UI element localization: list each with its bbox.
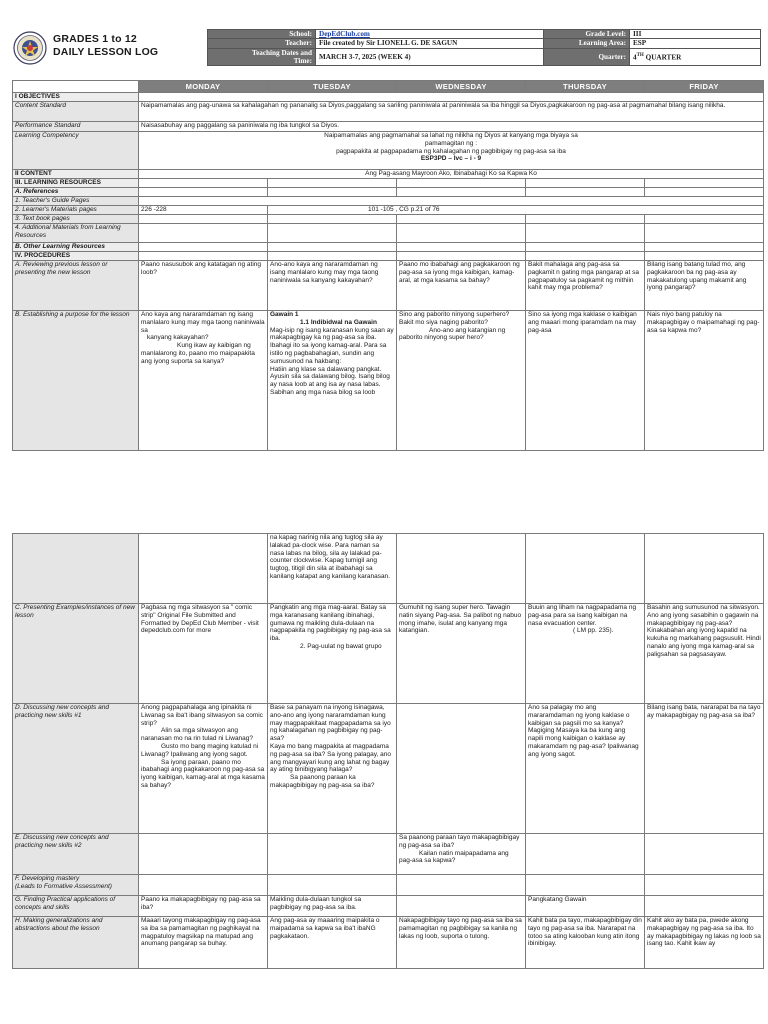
procedure-e-label: E. Discussing new concepts and practicing new skills #2 [13,834,139,875]
procedure-d-thursday: Ano sa palagay mo ang mararamdaman ng iyong kaklase o kaibigan sa pagsili mo sa kanya? Magiging Masaya ka ba kung ang napili mong kaibigan o kaklase ay makaramdam ng pag-asa? Ipaliwanag ang iyong sagot. [526,704,645,834]
procedure-d-monday: Anong pagpapahalaga ang ipinakita ni Liwanag sa iba't ibang sitwasyon sa comic strip? Alin sa mga sitwasyon ang naranasan mo na rin tulad ni Liwanag? Gusto mo bang maging katulad ni Liwanag? Ipaliwang ang iyong sagot. Sa iyong paraan, paano mo ibabahagi ang pagkakaroon ng pag-asa sa iyong kaibigan, kamag-aral at mga kasama sa bahay? [139,704,268,834]
dates-value: MARCH 3-7, 2025 (WEEK 4) [316,48,544,65]
objectives-label: I OBJECTIVES [13,93,139,102]
procedure-c-friday: Basahin ang sumusunod na sitwasyon. Ano ang iyong sasabihin o gagawin na makapagbibigay ng pag-asa? Kinakabahan ang iyong kapatid na kukuha ng markahang pagsusulit. Hindi nanalo ang iyong mga kamag-aral sa paligsahan sa pagsasayaw. [645,604,764,704]
procedure-g-monday: Paano ka makapagbibigay ng pag-asa sa iba? [139,896,268,917]
procedure-g-tuesday: Maikling dula-dulaan tungkol sa pagbibigay ng pag-asa sa iba. [268,896,397,917]
deped-seal-logo [13,31,47,65]
procedure-b-tuesday-continued: na kapag narinig nila ang tugtog sila ay lalakad pa-clock wise. Para naman sa nasa labas na bilog, sila ay lalakad pa-counter clockwise. Kapag tumigil ang tugtog, titigil din sila at ibabahagi sa kanilang katapat ang kanilang karanasan. [268,534,397,604]
procedure-a-thursday: Bakit mahalaga ang pag-asa sa pagkamit n gating mga pangarap at sa pagpapatuloy sa pagkamit ng mithiin kahit may mga problema? [526,261,645,311]
procedure-a-monday: Paano nasusubok ang katatagan ng ating loob? [139,261,268,311]
lm-pages-value: 101 -105 , CG p.21 of 76 [268,206,764,215]
procedure-b-wednesday: Sino ang paborito ninyong superhero? Bakit mo siya naging paborito? Ano-ano ang katangian ng paborito ninyong super hero? [397,311,526,451]
procedure-d-label: D. Discussing new concepts and practicing new skills #1 [13,704,139,834]
procedure-c-tuesday: Pangkatin ang mga mag-aaral. Batay sa mga karanasang kanilang ibinahagi, gumawa ng maikling dula-dulaan na nagpapakita ng pagbibigay ng pag-asa sa iba. 2. Pag-uulat ng bawat grupo [268,604,397,704]
day-header-tuesday: TUESDAY [268,81,397,93]
dates-label: Teaching Dates and Time: [208,48,316,65]
quarter-label: Quarter: [544,48,630,65]
procedure-c-thursday: Buuin ang liham na nagpapadama ng pag-asa para sa isang kaibigan na nasa evacuation center. ( LM pp. 235). [526,604,645,704]
content-standard-label: Content Standard [13,102,139,122]
textbook-pages-label: 3. Text book pages [13,215,139,224]
day-header-thursday: THURSDAY [526,81,645,93]
area-value: ESP [630,39,761,48]
procedure-f-label: F. Developing mastery (Leads to Formative Assessment) [13,875,139,896]
other-resources-label: B. Other Learning Resources [13,243,139,252]
procedure-h-friday: Kahit ako ay bata pa, pwede akong makapagbigay ng pag-asa sa iba. Ito ay makapagbibigay ng lakas ng loob sa isang tao. Kahit ikaw ay [645,917,764,969]
competency-label: Learning Competency [13,132,139,170]
content-label: II CONTENT [13,170,139,179]
procedure-a-label: A. Reviewing previous lesson or presenting the new lesson [13,261,139,311]
procedure-d-tuesday: Base sa panayam na inyong isinagawa, ano-ano ang iyong nararamdaman kung may magpapakitaat magpapadama sa iyo ng kahalagahan ng pagbibigay ng pag-asa? Kaya mo bang magpakita at magpadama ng pag-asa sa iba? Sa iyong palagay, ano ang mangyayari kung ang lahat ng bagay ay ating binibigyang halaga? Sa paanong paraan ka makapagbibigay ng pag-asa sa iba? [268,704,397,834]
resources-label: III. LEARNING RESOURCES [13,179,139,188]
procedure-b-label: B. Establishing a purpose for the lesson [13,311,139,451]
tg-pages-value: 226 -228 [139,206,268,215]
school-link[interactable]: DepEdClub.com [319,30,370,38]
tg-pages-label: 1. Teacher's Guide Pages [13,197,139,206]
lesson-log-table-page2 [12,533,764,969]
procedure-c-label: C. Presenting Examples/instances of new lesson [13,604,139,704]
procedure-h-wednesday: Nakapagbibigay tayo ng pag-asa sa iba sa pamamagitan ng pagbibigay sa kanila ng lakas ng loob, suporta o tulong. [397,917,526,969]
content-text: Ang Pag-asang Mayroon Ako, Ibinabahagi Ko sa Kapwa Ko [139,170,764,179]
procedure-a-friday: Bilang isang batang tulad mo, ang pagkakaroon ba ng pag-asa ay makakatulong upang makamit ang iyong pangarap? [645,261,764,311]
procedure-h-monday: Maaari tayong makapagbigay ng pag-asa sa iba sa pamamagitan ng paghikayat na magpatuloy magsikap na matupad ang anumang pangarap sa buhay. [139,917,268,969]
teacher-value: File created by Sir LIONELL G. DE SAGUN [316,39,544,48]
procedure-e-wednesday: Sa paanong paraan tayo makapagbibigay ng pag-asa sa iba? Kailan natin maipapadama ang pag-asa sa kapwa? [397,834,526,875]
header-info-table [207,29,761,66]
procedures-label: IV. PROCEDURES [13,252,139,261]
doc-title-line2: DAILY LESSON LOG [53,45,159,58]
content-standard-text: Naipamamalas ang pag-unawa sa kahalagahan ng pananalig sa Diyos,paggalang sa sariling paniniwala at paniniwala sa iba hinggil sa Diyos,pagkakaroon ng pag-asa at pagmamahal bilang isang nilikha. [139,102,764,122]
doc-title-line1: GRADES 1 to 12 [53,33,137,45]
school-label: School: [208,30,316,39]
procedure-b-friday: Nais niyo bang patuloy na makapagbigay o maipamahagi ng pag-asa sa kapwa mo? [645,311,764,451]
procedure-g-thursday: Pangkatang Gawain [526,896,645,917]
quarter-value: 4TH QUARTER [630,48,761,65]
references-label: A. References [13,188,139,197]
procedure-d-friday: Bilang isang bata, nararapat ba na tayo ay makapagbigay ng pag-asa sa iba? [645,704,764,834]
lm-pages-label: 2. Learner's Materials pages [13,206,139,215]
performance-standard-text: Naisasabuhay ang paggalang sa paniniwala ng iba tungkol sa Diyos. [139,122,764,132]
grade-value: III [630,30,761,39]
teacher-label: Teacher: [208,39,316,48]
procedure-h-tuesday: Ang pag-asa ay maaaring maipakita o maipadama sa kapwa sa iba't ibaNG pagkakataon. [268,917,397,969]
procedure-b-thursday: Sino sa iyong mga kaklase o kaibigan ang maaari mong iparamdam na may pag-asa [526,311,645,451]
procedure-a-tuesday: Ano-ano kaya ang nararamdaman ng isang manlalaro kung may mga taong naniniwala sa kanyang kakayahan? [268,261,397,311]
procedure-g-label: G. Finding Practical applications of concepts and skills [13,896,139,917]
procedure-a-wednesday: Paano mo ibabahagi ang pagkakaroon ng pag-asa sa iyong mga kaibigan, kamag-aral, at mga kasama sa bahay? [397,261,526,311]
day-header-monday: MONDAY [139,81,268,93]
lesson-log-table-page1 [12,80,764,451]
day-header-wednesday: WEDNESDAY [397,81,526,93]
procedure-b-tuesday: Gawain 1 1.1 Indibidwal na Gawain Mag-isip ng isang karanasan kung saan ay makapagbigay ka ng pag-asa sa iba. Ibahagi ito sa iyong kamag-aral. Para sa istilo ng pagbabahagian, sundin ang sumusunod na hakbang: Hatiin ang klase sa dalawang pangkat. Ayusin sila sa dalawang bilog. Isang bilog ay nasa loob at ang isa ay nasa labas. Sabihan ang mga nasa bilog sa loob [268,311,397,451]
grade-label: Grade Level: [544,30,630,39]
day-header-friday: FRIDAY [645,81,764,93]
area-label: Learning Area: [544,39,630,48]
performance-standard-label: Performance Standard [13,122,139,132]
procedure-h-thursday: Kahit bata pa tayo, makapagbibigay din tayo ng pag-asa sa iba. Nararapat na totoo sa ating kalooban kung atin itong ibinibigay. [526,917,645,969]
additional-materials-label: 4. Additional Materials from Learning Resources [13,224,139,243]
procedure-c-monday: Pagbasa ng mga sitwasyon sa " comic strip" Original File Submitted and Formatted by DepEd Club Member - visit depedclub.com for more [139,604,268,704]
procedure-b-monday: Ano kaya ang nararamdaman ng isang manlalaro kung may mga taong naniniwala sa kanyang kakayahan? Kung ikaw ay kaibigan ng manlalarong ito, paano mo maipapakita ang iyong suporta sa kanya? [139,311,268,451]
procedure-c-wednesday: Gumuhit ng isang super hero. Tawagin natin siyang Pag-asa. Sa palibot ng nabuo mong imahe, isulat ang kanyang mga katangian. [397,604,526,704]
procedure-h-label: H. Making generalizations and abstractions about the lesson [13,917,139,969]
competency-text: Naipamamalas ang pagmamahal sa lahat ng nilikha ng Diyos at kanyang mga biyaya sa pamamagitan ng : pagpapakita at pagpapadama ng kahalagahan ng pagbibigay ng pag-asa sa iba ESP3PD – Ivc – i - 9 [139,132,764,170]
